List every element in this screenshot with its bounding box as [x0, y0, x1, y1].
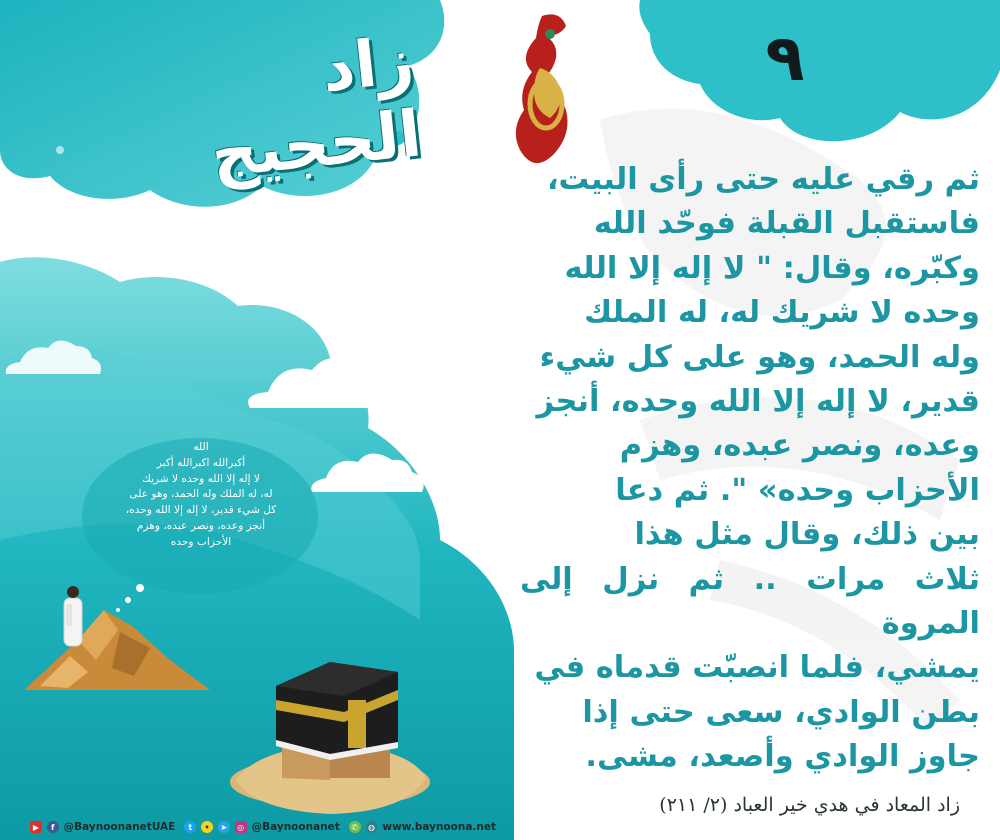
- social-handle-uae[interactable]: @BaynoonanetUAE: [63, 821, 176, 833]
- thought-line: لا إله إلا الله وحده لا شريك: [142, 472, 260, 485]
- website-link[interactable]: www.baynoona.net: [382, 821, 497, 833]
- body-line: فاستقبل القبلة فوحّد الله: [593, 206, 980, 242]
- body-line: الأحزاب وحده» ". ثم دعا: [615, 472, 980, 508]
- social-handle[interactable]: @Baynoonanet: [251, 821, 340, 833]
- body-line: يمشي، فلما انصبّت قدماه في: [534, 650, 980, 686]
- telegram-icon[interactable]: ➤: [218, 821, 230, 833]
- episode-number: ٩: [765, 22, 805, 96]
- body-line: بطن الوادي، سعى حتى إذا: [582, 694, 980, 730]
- instagram-icon[interactable]: ◎: [235, 821, 247, 833]
- thought-line: له، له الملك وله الحمد، وهو على: [129, 488, 273, 501]
- body-line: ثلاث مرات .. ثم نزل إلى المروة: [520, 561, 980, 642]
- thought-line: أنجز وعده، ونصر عبده، وهزم: [136, 519, 266, 532]
- body-line: بين ذلك، وقال مثل هذا: [634, 517, 980, 553]
- youtube-icon[interactable]: ▶: [30, 821, 42, 833]
- body-text: [520, 158, 980, 780]
- snapchat-icon[interactable]: •: [201, 821, 213, 833]
- thought-line: أكبرالله اكبرالله أكبر: [156, 456, 246, 469]
- body-line: ثم رقي عليه حتى رأى البيت،: [546, 162, 980, 197]
- thought-bubble-text: [103, 440, 299, 551]
- thought-line: الأحزاب وحده: [170, 535, 232, 548]
- twitter-icon[interactable]: t: [184, 821, 196, 833]
- body-line: وكبّره، وقال: " لا إله إلا الله: [564, 250, 980, 286]
- source-citation: زاد المعاد في هدي خير العباد (٢/ ٢١١): [659, 794, 960, 816]
- body-line: وعده، ونصر عبده، وهزم: [619, 428, 980, 464]
- title-calligraphy: زاد الحجيج: [207, 23, 425, 193]
- globe-icon[interactable]: ◍: [366, 821, 378, 833]
- thought-line: كل شيء قدير، لا إله إلا الله وحده،: [125, 504, 277, 517]
- social-footer: [30, 817, 500, 837]
- body-line: قدير، لا إله إلا الله وحده، أنجز: [536, 384, 980, 420]
- facebook-icon[interactable]: f: [47, 821, 59, 833]
- emblem-icon: [516, 14, 568, 163]
- whatsapp-icon[interactable]: ✆: [349, 821, 361, 833]
- thought-line: الله: [193, 441, 209, 453]
- body-line: وحده لا شريك له، له الملك: [584, 295, 980, 331]
- body-line: وله الحمد، وهو على كل شيء: [539, 339, 980, 375]
- body-line: جاوز الوادي وأصعد، مشى.: [585, 739, 980, 775]
